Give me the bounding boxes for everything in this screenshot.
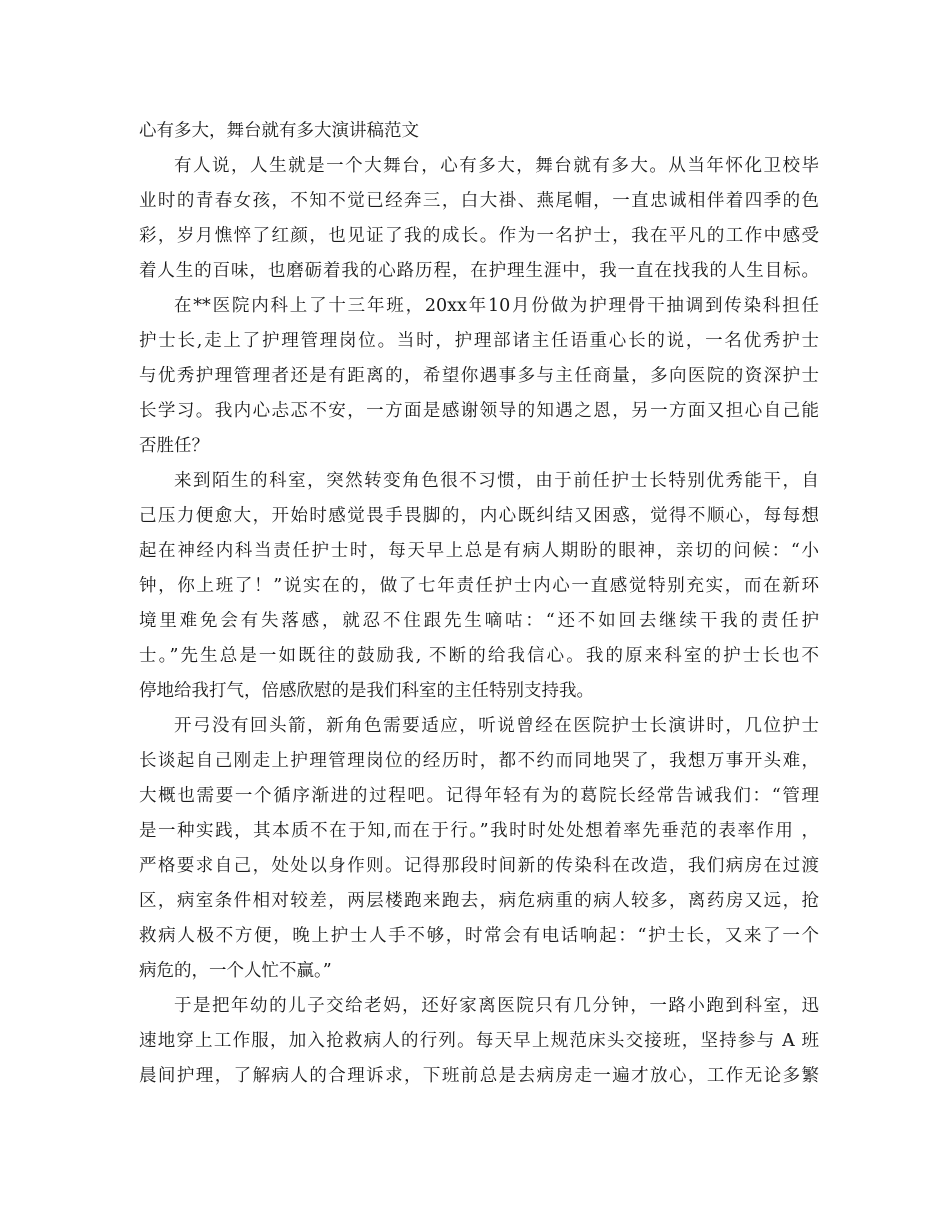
paragraph-1-line-1: 有人说，人生就是一个大舞台，心有多大，舞台就有多大。从当年怀化卫校毕 — [174, 156, 819, 176]
paragraph-4-line-5: 严格要求自己，处处以身作则。记得那段时间新的传染科在改造，我们病房在过渡 — [139, 856, 819, 876]
paragraph-3-line-3: 起在神经内科当责任护士时，每天早上总是有病人期盼的眼神，亲切的问候：“小 — [139, 541, 819, 561]
paragraph-2-line-4: 长学习。我内心忐忑不安，一方面是感谢领导的知遇之恩，另一方面又担心自己能 — [139, 401, 819, 421]
paragraph-4-line-8: 病危的，一个人忙不赢。” — [139, 961, 332, 981]
paragraph-3-line-5: 境里难免会有失落感，就忍不住跟先生嘀咕：“还不如回去继续干我的责任护 — [139, 611, 819, 631]
paragraph-2-line-3: 与优秀护理管理者还是有距离的，希望你遇事多与主任商量，多向医院的资深护士 — [139, 366, 819, 386]
paragraph-4-line-4: 是一种实践，其本质不在于知,而在于行。”我时时处处想着率先垂范的表率作用 ， — [139, 821, 819, 841]
paragraph-3-line-2: 己压力便愈大，开始时感觉畏手畏脚的，内心既纠结又困惑，觉得不顺心，每每想 — [139, 506, 819, 526]
paragraph-3-line-1: 来到陌生的科室，突然转变角色很不习惯，由于前任护士长特别优秀能干，自 — [174, 471, 819, 491]
paragraph-4-line-6: 区，病室条件相对较差，两层楼跑来跑去，病危病重的病人较多，离药房又远，抢 — [139, 891, 819, 911]
paragraph-4-line-2: 长谈起自己刚走上护理管理岗位的经历时，都不约而同地哭了，我想万事开头难， — [139, 751, 819, 771]
paragraph-1-line-2: 业时的青春女孩，不知不觉已经奔三，白大褂、燕尾帽，一直忠诚相伴着四季的色 — [139, 191, 819, 211]
paragraph-2-line-5: 否胜任？ — [139, 436, 209, 456]
paragraph-4-line-7: 救病人极不方便，晚上护士人手不够，时常会有电话响起：“护士长，又来了一个 — [139, 926, 819, 946]
paragraph-4-line-3: 大概也需要一个循序渐进的过程吧。记得年轻有为的葛院长经常告诫我们：“管理 — [139, 786, 819, 806]
paragraph-5-line-1: 于是把年幼的儿子交给老妈，还好家离医院只有几分钟，一路小跑到科室，迅 — [174, 996, 819, 1016]
paragraph-2-line-1: 在**医院内科上了十三年班，20xx年10月份做为护理骨干抽调到传染科担任 — [174, 296, 819, 316]
paragraph-1-line-4: 着人生的百味，也磨砺着我的心路历程，在护理生涯中，我一直在找我的人生目标。 — [139, 261, 819, 281]
document-body — [139, 114, 819, 1094]
paragraph-5-line-2: 速地穿上工作服，加入抢救病人的行列。每天早上规范床头交接班，坚持参与 A 班 — [139, 1031, 819, 1051]
paragraph-5-line-3: 晨间护理，了解病人的合理诉求，下班前总是去病房走一遍才放心，工作无论多繁 — [139, 1066, 819, 1086]
paragraph-3-line-4: 钟，你上班了！”说实在的，做了七年责任护士内心一直感觉特别充实，而在新环 — [139, 576, 819, 596]
paragraph-1-line-3: 彩，岁月憔悴了红颜，也见证了我的成长。作为一名护士，我在平凡的工作中感受 — [139, 226, 819, 246]
document-title: 心有多大，舞台就有多大演讲稿范文 — [139, 121, 419, 141]
paragraph-3-line-7: 停地给我打气，倍感欣慰的是我们科室的主任特别支持我。 — [139, 681, 594, 701]
paragraph-3-line-6: 士。”先生总是一如既往的鼓励我, 不断的给我信心。我的原来科室的护士长也不 — [139, 646, 819, 666]
paragraph-2-line-2: 护士长,走上了护理管理岗位。当时，护理部诸主任语重心长的说，一名优秀护士 — [139, 331, 819, 351]
paragraph-4-line-1: 开弓没有回头箭，新角色需要适应，听说曾经在医院护士长演讲时，几位护士 — [174, 716, 819, 736]
